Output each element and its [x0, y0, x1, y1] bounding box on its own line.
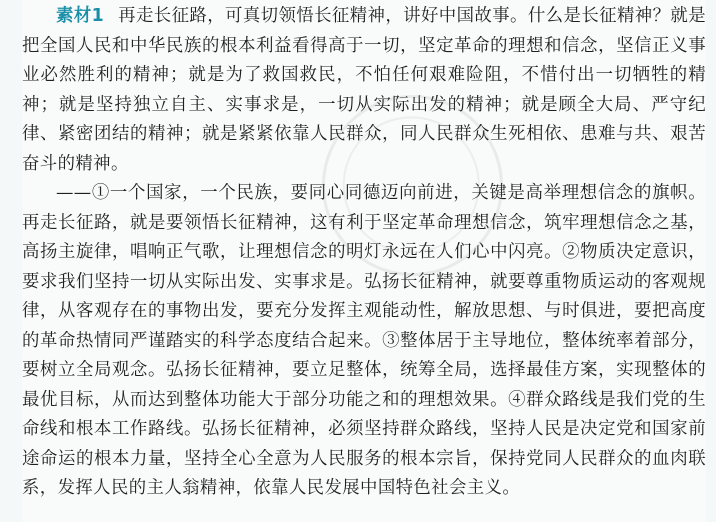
paragraph-1-text: 再走长征路，可真切领悟长征精神，讲好中国故事。什么是长征精神？就是把全国人民和中华民族的根本利益看得高于一切，坚定革命的理想和信念，坚信正义事业必然胜利的精神；就是为了救国救民，不怕任何艰难险阻，不惜付出一切牺牲的精神；就是坚持独立自主、实事求是，一切从实际出发的精神；就是顾全大局、严守纪律、紧密团结的精神；就是紧紧依靠人民群众，同人民群众生死相依、患难与共、艰苦奋斗的精神。	[22, 6, 706, 174]
material-tag: 素材1	[56, 6, 105, 26]
material-paragraph-1	[22, 2, 706, 179]
material-block	[22, 0, 706, 504]
document-page	[22, 0, 706, 522]
material-paragraph-2: ——①一个国家，一个民族，要同心同德迈向前进，关键是高举理想信念的旗帜。再走长征路，就是要领悟长征精神，这有利于坚定革命理想信念，筑牢理想信念之基，高扬主旋律，唱响正气歌，让理想信念的明灯永远在人们心中闪亮。②物质决定意识，要求我们坚持一切从实际出发、实事求是。弘扬长征精神，就要尊重物质运动的客观规律，从客观存在的事物出发，要充分发挥主观能动性，解放思想、与时俱进，要把高度的革命热情同严谨踏实的科学态度结合起来。③整体居于主导地位，整体统率着部分，要树立全局观念。弘扬长征精神，要立足整体，统筹全局，选择最佳方案，实现整体的最优目标，从而达到整体功能大于部分功能之和的理想效果。④群众路线是我们党的生命线和根本工作路线。弘扬长征精神，必须坚持群众路线，坚持人民是决定党和国家前途命运的根本力量，坚持全心全意为人民服务的根本宗旨，保持党同人民群众的血肉联系，发挥人民的主人翁精神，依靠人民发展中国特色社会主义。	[22, 183, 706, 498]
